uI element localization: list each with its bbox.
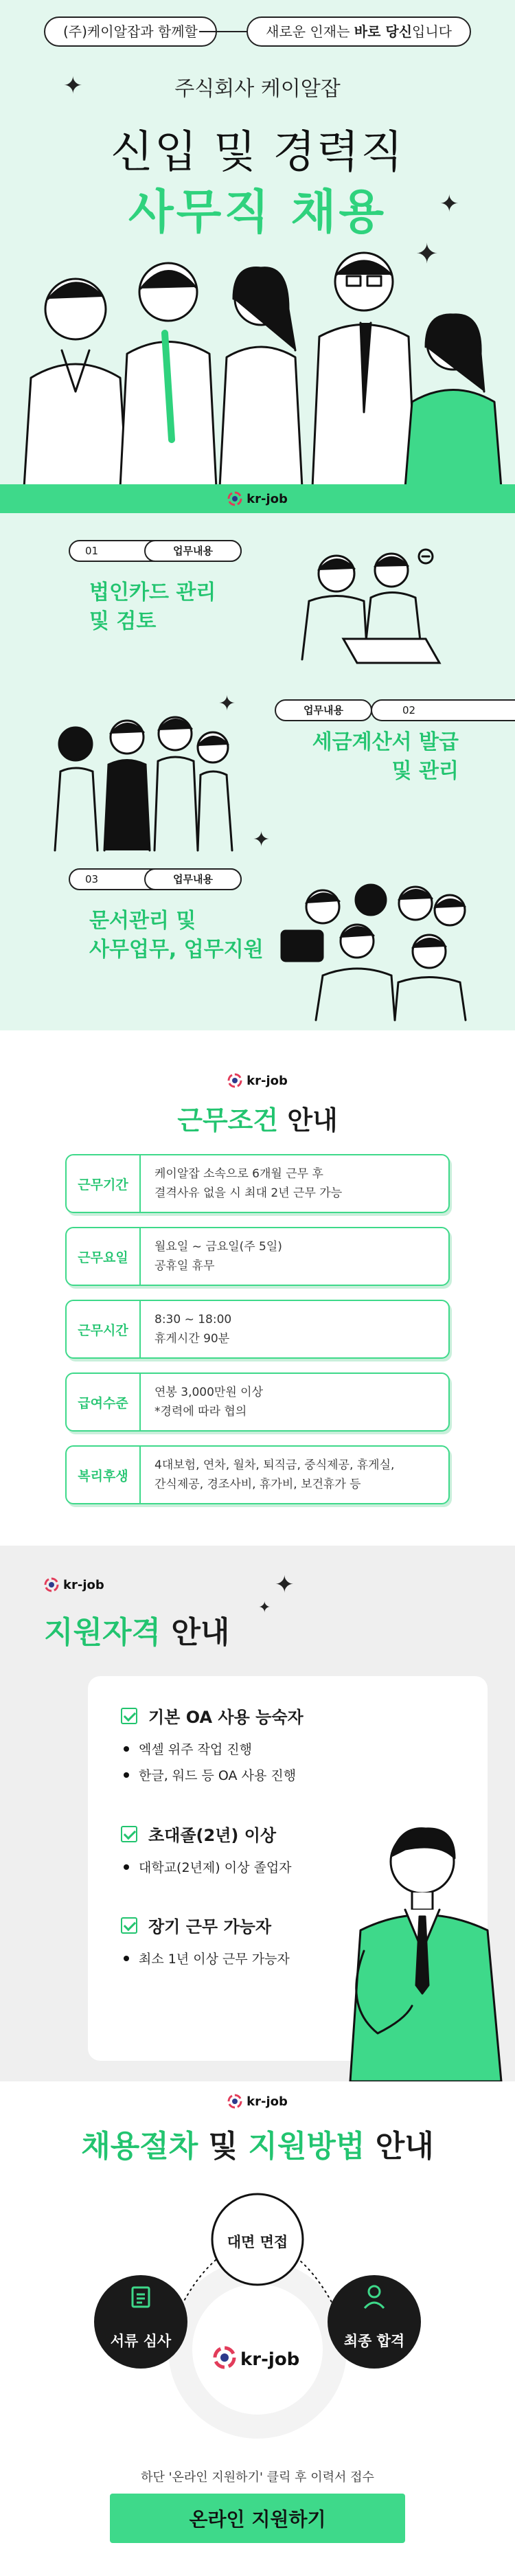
duty-illustration-selfie — [275, 872, 481, 1024]
condition-value-line2: 휴게시간 90분 — [154, 1332, 230, 1346]
tagline-pill-right — [247, 16, 471, 47]
kr-job-logo-icon — [227, 2094, 242, 2109]
conditions-title-green: 근무조건 — [177, 1105, 279, 1136]
center-logo-text: kr-job — [240, 2349, 300, 2370]
process-section — [0, 2081, 515, 2576]
qualification-item-text: 최소 1년 이상 근무 가능자 — [139, 1952, 290, 1967]
step-label: 최종 합격 — [343, 2333, 405, 2349]
logo-text: kr-job — [63, 1577, 104, 1592]
logo-text: kr-job — [247, 491, 288, 506]
step-label: 서류 심사 — [110, 2333, 172, 2349]
condition-value — [154, 1301, 443, 1357]
condition-label: 복리후생 — [67, 1447, 141, 1503]
duty-number: 01 — [85, 545, 99, 557]
condition-row — [65, 1227, 450, 1286]
sparkle-icon: ✦ — [63, 72, 83, 100]
duty-text — [89, 907, 264, 964]
condition-value — [154, 1228, 443, 1285]
condition-value — [154, 1155, 443, 1212]
duty-number: 03 — [85, 873, 99, 885]
qualification-heading — [121, 1913, 271, 1937]
condition-row — [65, 1372, 450, 1432]
qualification-heading-text: 장기 근무 가능자 — [148, 1917, 271, 1936]
hero-brand-bar — [0, 484, 515, 513]
condition-value-line2: 결격사유 없을 시 최대 2년 근무 가능 — [154, 1186, 343, 1200]
sparkle-icon: ✦ — [258, 1599, 271, 1616]
apply-online-button[interactable]: 온라인 지원하기 — [110, 2494, 405, 2543]
logo-text: kr-job — [247, 1073, 288, 1088]
process-title-b: 및 — [198, 2129, 249, 2164]
qualification-item — [124, 1739, 252, 1758]
sparkle-icon: ✦ — [415, 238, 439, 270]
conditions-logo-wrap — [0, 1073, 515, 1088]
condition-row — [65, 1445, 450, 1504]
businessman-illustration — [336, 1814, 515, 2081]
duty-text-line2: 및 검토 — [89, 609, 157, 633]
qualification-item-text: 대학교(2년제) 이상 졸업자 — [139, 1860, 292, 1875]
qualification-item-text: 한글, 워드 등 OA 사용 진행 — [139, 1768, 297, 1783]
condition-value — [154, 1374, 443, 1430]
tagline-pill-left: (주)케이알잡과 함께할 — [44, 16, 217, 47]
checkbox-icon — [121, 1917, 137, 1934]
hero-people-illustration — [0, 234, 515, 488]
conditions-section — [0, 1030, 515, 1546]
qualification-heading-text: 기본 OA 사용 능숙자 — [148, 1708, 304, 1727]
qualification-item — [124, 1949, 290, 1967]
process-title — [0, 2121, 515, 2165]
duty-text-line1: 세금계산서 발급 — [312, 730, 459, 754]
conditions-title-rest: 안내 — [278, 1105, 338, 1136]
quals-title — [44, 1607, 229, 1651]
duty-text-line1: 문서관리 및 — [89, 909, 196, 933]
condition-value-line1: 4대보험, 연차, 월차, 퇴직금, 중식제공, 휴게실, — [154, 1458, 395, 1472]
duty-number-pill — [371, 699, 515, 721]
sparkle-icon: ✦ — [439, 190, 459, 218]
qualification-item — [124, 1857, 292, 1876]
bullet-icon — [124, 1772, 129, 1778]
apply-instruction: 하단 '온라인 지원하기' 클릭 후 이력서 접수 — [141, 2470, 374, 2485]
process-title-d: 안내 — [365, 2129, 434, 2164]
condition-value-line2: 공휴일 휴무 — [154, 1259, 215, 1273]
condition-value-line2: *경력에 따라 협의 — [154, 1405, 247, 1419]
conditions-title — [0, 1099, 515, 1137]
qualification-heading-text: 초대졸(2년) 이상 — [148, 1826, 277, 1845]
kr-job-logo-icon — [227, 1073, 242, 1088]
duty-tag: 업무내용 — [275, 699, 372, 721]
kr-job-logo — [0, 2094, 515, 2109]
condition-value-line1: 8:30 ~ 18:00 — [154, 1313, 232, 1326]
quals-logo-wrap — [44, 1577, 104, 1592]
logo-text: kr-job — [247, 2094, 288, 2109]
qualification-heading — [121, 1704, 304, 1728]
hero-section — [0, 0, 515, 522]
process-diagram — [0, 2178, 515, 2452]
condition-label: 근무시간 — [67, 1301, 141, 1357]
condition-value-line1: 케이알잡 소속으로 6개월 근무 후 — [154, 1167, 323, 1181]
condition-label: 근무요일 — [67, 1228, 141, 1285]
qualification-item — [124, 1765, 296, 1784]
qualifications-section — [0, 1546, 515, 2081]
sparkle-icon: ✦ — [253, 828, 271, 852]
duty-tag: 업무내용 — [144, 868, 242, 890]
duty-text — [89, 578, 216, 636]
bullet-icon — [124, 1746, 129, 1752]
qualification-heading — [121, 1822, 276, 1846]
hero-title-line2: 사무직 채용 — [128, 185, 387, 240]
checkbox-icon — [121, 1708, 137, 1724]
kr-job-logo — [0, 484, 515, 513]
duties-section — [0, 522, 515, 1030]
step-label: 대면 면접 — [227, 2234, 288, 2250]
duty-illustration-meeting — [261, 536, 467, 673]
kr-job-logo — [44, 1577, 104, 1592]
condition-row — [65, 1300, 450, 1359]
qualification-item-text: 엑셀 위주 작업 진행 — [139, 1742, 252, 1757]
condition-row — [65, 1154, 450, 1213]
kr-job-logo-icon — [227, 491, 242, 506]
kr-job-logo-icon — [44, 1577, 59, 1592]
duty-number: 02 — [402, 704, 416, 716]
process-logo-wrap — [0, 2094, 515, 2109]
bullet-icon — [124, 1864, 129, 1870]
sparkle-icon: ✦ — [275, 1571, 295, 1598]
condition-value-line1: 연봉 3,000만원 이상 — [154, 1386, 264, 1399]
pill-right-suffix: 입니다 — [412, 23, 452, 40]
company-name: 주식회사 케이알잡 — [174, 77, 341, 101]
sparkle-icon: ✦ — [218, 692, 236, 716]
process-title-a: 채용절차 — [81, 2129, 198, 2164]
condition-value — [154, 1447, 443, 1503]
condition-label: 급여수준 — [67, 1374, 141, 1430]
pill-right-prefix: 새로운 인재는 — [266, 23, 354, 40]
kr-job-logo — [0, 1073, 515, 1088]
quals-title-green: 지원자격 — [44, 1615, 161, 1650]
hero-title-line1: 신입 및 경력직 — [111, 127, 404, 178]
duty-text — [312, 728, 459, 786]
duty-text-line1: 법인카드 관리 — [89, 580, 216, 605]
duty-illustration-team — [41, 706, 240, 857]
condition-value-line2: 간식제공, 경조사비, 휴가비, 보건휴가 등 — [154, 1478, 361, 1491]
bullet-icon — [124, 1956, 129, 1961]
duty-text-line2: 사무업무, 업무지원 — [89, 938, 264, 962]
pill-right-bold: 바로 당신 — [354, 23, 413, 40]
process-title-c: 지원방법 — [248, 2129, 365, 2164]
checkbox-icon — [121, 1826, 137, 1842]
condition-value-line1: 월요일 ~ 금요일(주 5일) — [154, 1240, 282, 1254]
quals-title-rest: 안내 — [161, 1615, 230, 1650]
condition-label: 근무기간 — [67, 1155, 141, 1212]
duty-text-line2: 및 관리 — [391, 759, 459, 783]
duty-tag: 업무내용 — [144, 540, 242, 562]
